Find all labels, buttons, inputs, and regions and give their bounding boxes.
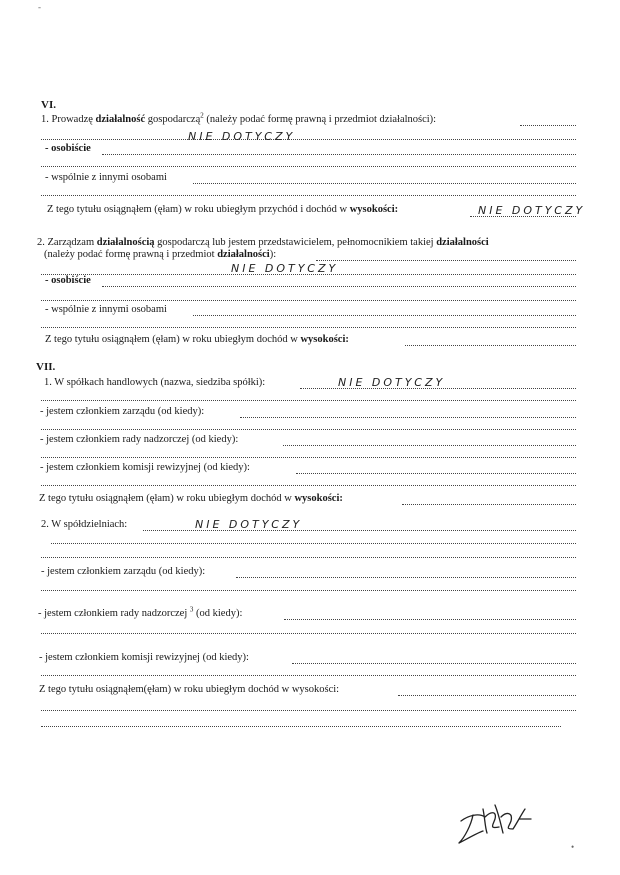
s6-q2-income: Z tego tytułu osiągnąłem (ęłam) w roku ubiegłym dochód w wysokości: (45, 334, 349, 345)
dotted-line (41, 726, 561, 727)
s7-q2-komisja: - jestem członkiem komisji rewizyjnej (od kiedy): (39, 652, 249, 663)
dotted-line (51, 543, 576, 544)
dotted-line (102, 154, 576, 155)
dotted-line (41, 195, 576, 196)
dotted-line (41, 710, 576, 711)
signature (455, 795, 545, 850)
dotted-line (41, 139, 576, 140)
handwritten-nie-dotyczy: NIE DOTYCZY (195, 518, 303, 531)
dotted-line (41, 457, 576, 458)
dotted-line (41, 485, 576, 486)
dotted-line (41, 429, 576, 430)
dotted-line (41, 166, 576, 167)
s6-q2-line1: 2. Zarządzam działalnością gospodarczą lub jestem przedstawicielem, pełnomocnikiem takiej działalności (37, 237, 489, 248)
dotted-line (398, 695, 576, 696)
dotted-line (41, 300, 576, 301)
s6-q1-wspolnie: - wspólnie z innymi osobami (45, 172, 167, 183)
dotted-line (292, 663, 576, 664)
handwritten-nie-dotyczy: NIE DOTYCZY (188, 130, 296, 143)
s7-q1-zarzad: - jestem członkiem zarządu (od kiedy): (40, 406, 205, 417)
s7-q1-income: Z tego tytułu osiągnąłem (ęłam) w roku ubiegłym dochód w wysokości: (39, 493, 343, 504)
dotted-line (193, 315, 576, 316)
s6-q1-label: 1. Prowadzę działalność gospodarczą$^2$ (należy podać formę prawną i przedmiot działalności): (41, 111, 437, 125)
handwritten-nie-dotyczy: NIE DOTYCZY (338, 376, 446, 389)
dotted-line (41, 557, 576, 558)
s6-q1-income: Z tego tytułu osiągnąłem (ęłam) w roku ubiegłym przychód i dochód w wysokości: (47, 204, 399, 215)
s6-q1-osobiscie: - osobiście (45, 143, 91, 154)
s6-q2-wspolnie: - wspólnie z innymi osobami (45, 304, 167, 315)
page-top-mark: - (38, 2, 41, 12)
s7-q2-rada: - jestem członkiem rady nadzorczej $^3$ (od kiedy): (38, 605, 243, 619)
dotted-line (283, 445, 576, 446)
section-vii-heading: VII. (36, 361, 56, 373)
dotted-line (41, 590, 576, 591)
section-vi-heading: VI. (41, 99, 56, 111)
dotted-line (520, 125, 576, 126)
handwritten-nie-dotyczy: NIE DOTYCZY (231, 262, 339, 275)
dotted-line (316, 260, 576, 261)
dotted-line (236, 577, 576, 578)
s7-q1-label: 1. W spółkach handlowych (nazwa, siedziba spółki): (44, 377, 266, 388)
dotted-line (41, 675, 576, 676)
page-corner-mark: • (571, 842, 575, 852)
dotted-line (284, 619, 576, 620)
s7-q2-income: Z tego tytułu osiągnąłem(ęłam) w roku ubiegłym dochód w wysokości: (39, 684, 340, 695)
s7-q2-zarzad: - jestem członkiem zarządu (od kiedy): (41, 566, 206, 577)
dotted-line (41, 400, 576, 401)
dotted-line (193, 183, 576, 184)
dotted-line (405, 345, 576, 346)
s7-q1-rada: - jestem członkiem rady nadzorczej (od kiedy): (40, 434, 239, 445)
s6-q2-osobiscie: - osobiście (45, 275, 91, 286)
dotted-line (296, 473, 576, 474)
dotted-line (41, 327, 576, 328)
s6-q2-line2: (należy podać formę prawną i przedmiot działalności): (44, 249, 277, 260)
s7-q2-label: 2. W spółdzielniach: (41, 519, 128, 530)
dotted-line (41, 633, 576, 634)
dotted-line (240, 417, 576, 418)
s7-q1-komisja: - jestem członkiem komisji rewizyjnej (od kiedy): (40, 462, 250, 473)
dotted-line (402, 504, 576, 505)
handwritten-nie-dotyczy: NIE DOTYCZY (478, 204, 586, 217)
dotted-line (102, 286, 576, 287)
